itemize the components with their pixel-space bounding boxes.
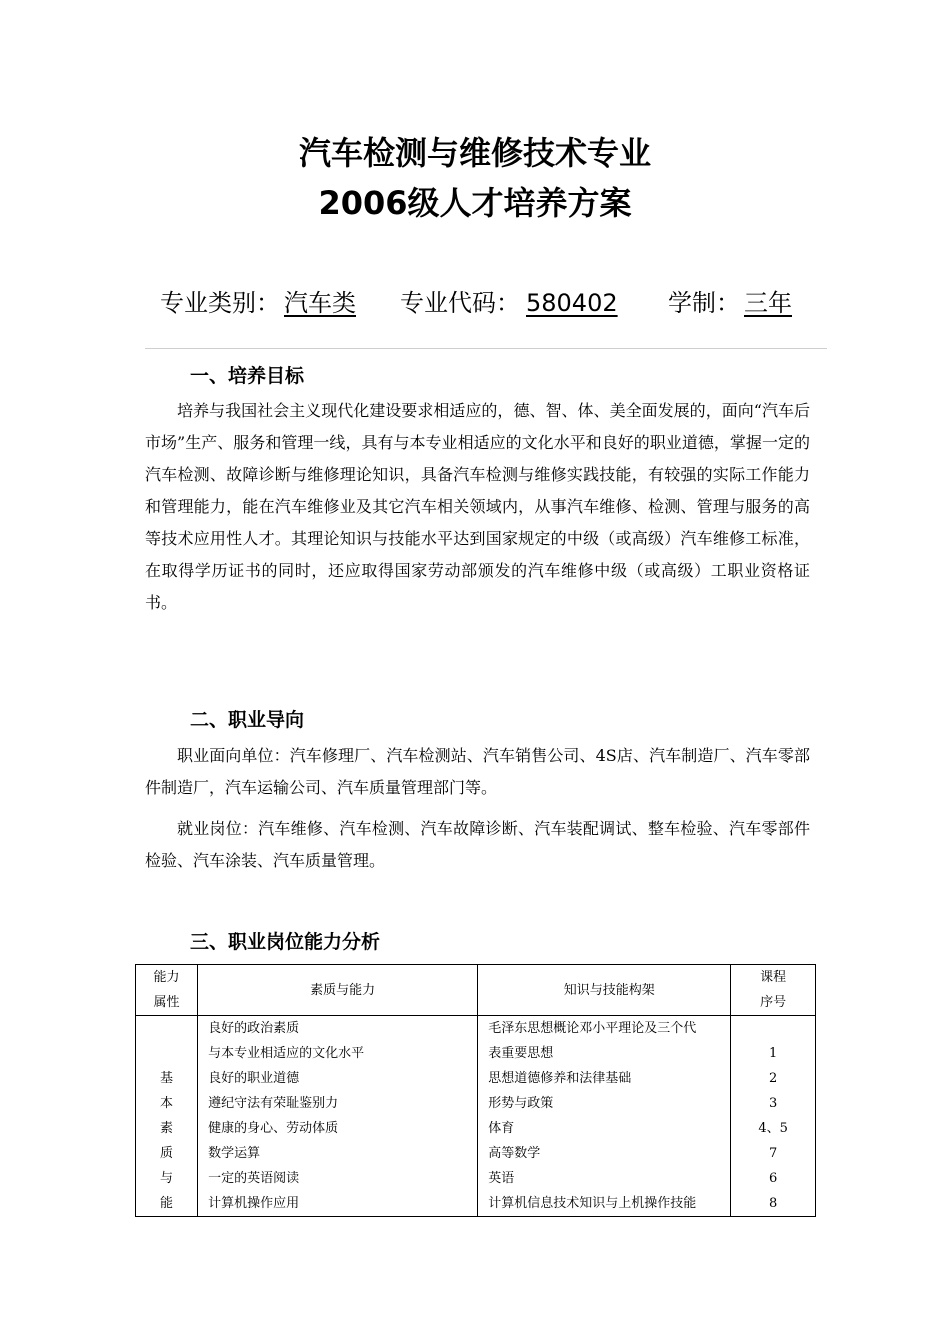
section-heading-career: 二、职业导向 (190, 709, 305, 731)
section-heading-goals: 一、培养目标 (190, 365, 305, 387)
duration-label: 学制： (668, 289, 740, 317)
ability-analysis-table (135, 964, 816, 1217)
table-row (136, 1016, 816, 1217)
knowledge-cell: 毛泽东思想概论邓小平理论及三个代 表重要思想 思想道德修养和法律基础 形势与政策 体育 高等数学 英语 计算机信息技术知识与上机操作技能 (478, 1016, 731, 1217)
header-knowledge-skills: 知识与技能构架 (478, 965, 731, 1016)
header-course-number: 课程 序号 (731, 965, 816, 1016)
course-number-cell: 1 2 3 4、5 7 6 8 (731, 1016, 816, 1217)
header-quality-ability: 素质与能力 (198, 965, 478, 1016)
paragraph-goals: 培养与我国社会主义现代化建设要求相适应的，德、智、体、美全面发展的，面向“汽车后市场”生产、服务和管理一线，具有与本专业相适应的文化水平和良好的职业道德，掌握一定的汽车检测、故障诊断与维修理论知识，具备汽车检测与维修实践技能，有较强的实际工作能力和管理能力，能在汽车维修业及其它汽车相关领域内，从事汽车维修、检测、管理与服务的高等技术应用性人才。其理论知识与技能水平达到国家规定的中级（或高级）汽车维修工标准，在取得学历证书的同时，还应取得国家劳动部颁发的汽车维修中级（或高级）工职业资格证书。 (145, 401, 810, 612)
paragraph-employers: 职业面向单位：汽车修理厂、汽车检测站、汽车销售公司、4S店、汽车制造厂、汽车零部件制造厂，汽车运输公司、汽车质量管理部门等。 (145, 746, 810, 797)
category-value: 汽车类 (284, 289, 356, 317)
category-label: 专业类别： (160, 289, 280, 317)
table-header-row (136, 965, 816, 1016)
section-heading-ability-analysis: 三、职业岗位能力分析 (190, 931, 381, 953)
header-ability-attribute: 能力 属性 (136, 965, 198, 1016)
program-meta (160, 283, 860, 323)
document-title-line1: 汽车检测与维修技术专业 (298, 134, 651, 172)
attribute-cell: 基 本 素 质 与 能 (136, 1016, 198, 1217)
abilities-cell: 良好的政治素质 与本专业相适应的文化水平 良好的职业道德 遵纪守法有荣耻鉴别力 健康的身心、劳动体质 数学运算 一定的英语阅读 计算机操作应用 (198, 1016, 478, 1217)
code-label: 专业代码： (400, 289, 520, 317)
document-title-line2: 2006级人才培养方案 (318, 184, 632, 222)
separator-line (145, 348, 827, 349)
duration-value: 三年 (744, 289, 792, 317)
code-value: 580402 (526, 289, 618, 317)
paragraph-positions: 就业岗位：汽车维修、汽车检测、汽车故障诊断、汽车装配调试、整车检验、汽车零部件检验、汽车涂装、汽车质量管理。 (145, 819, 810, 870)
